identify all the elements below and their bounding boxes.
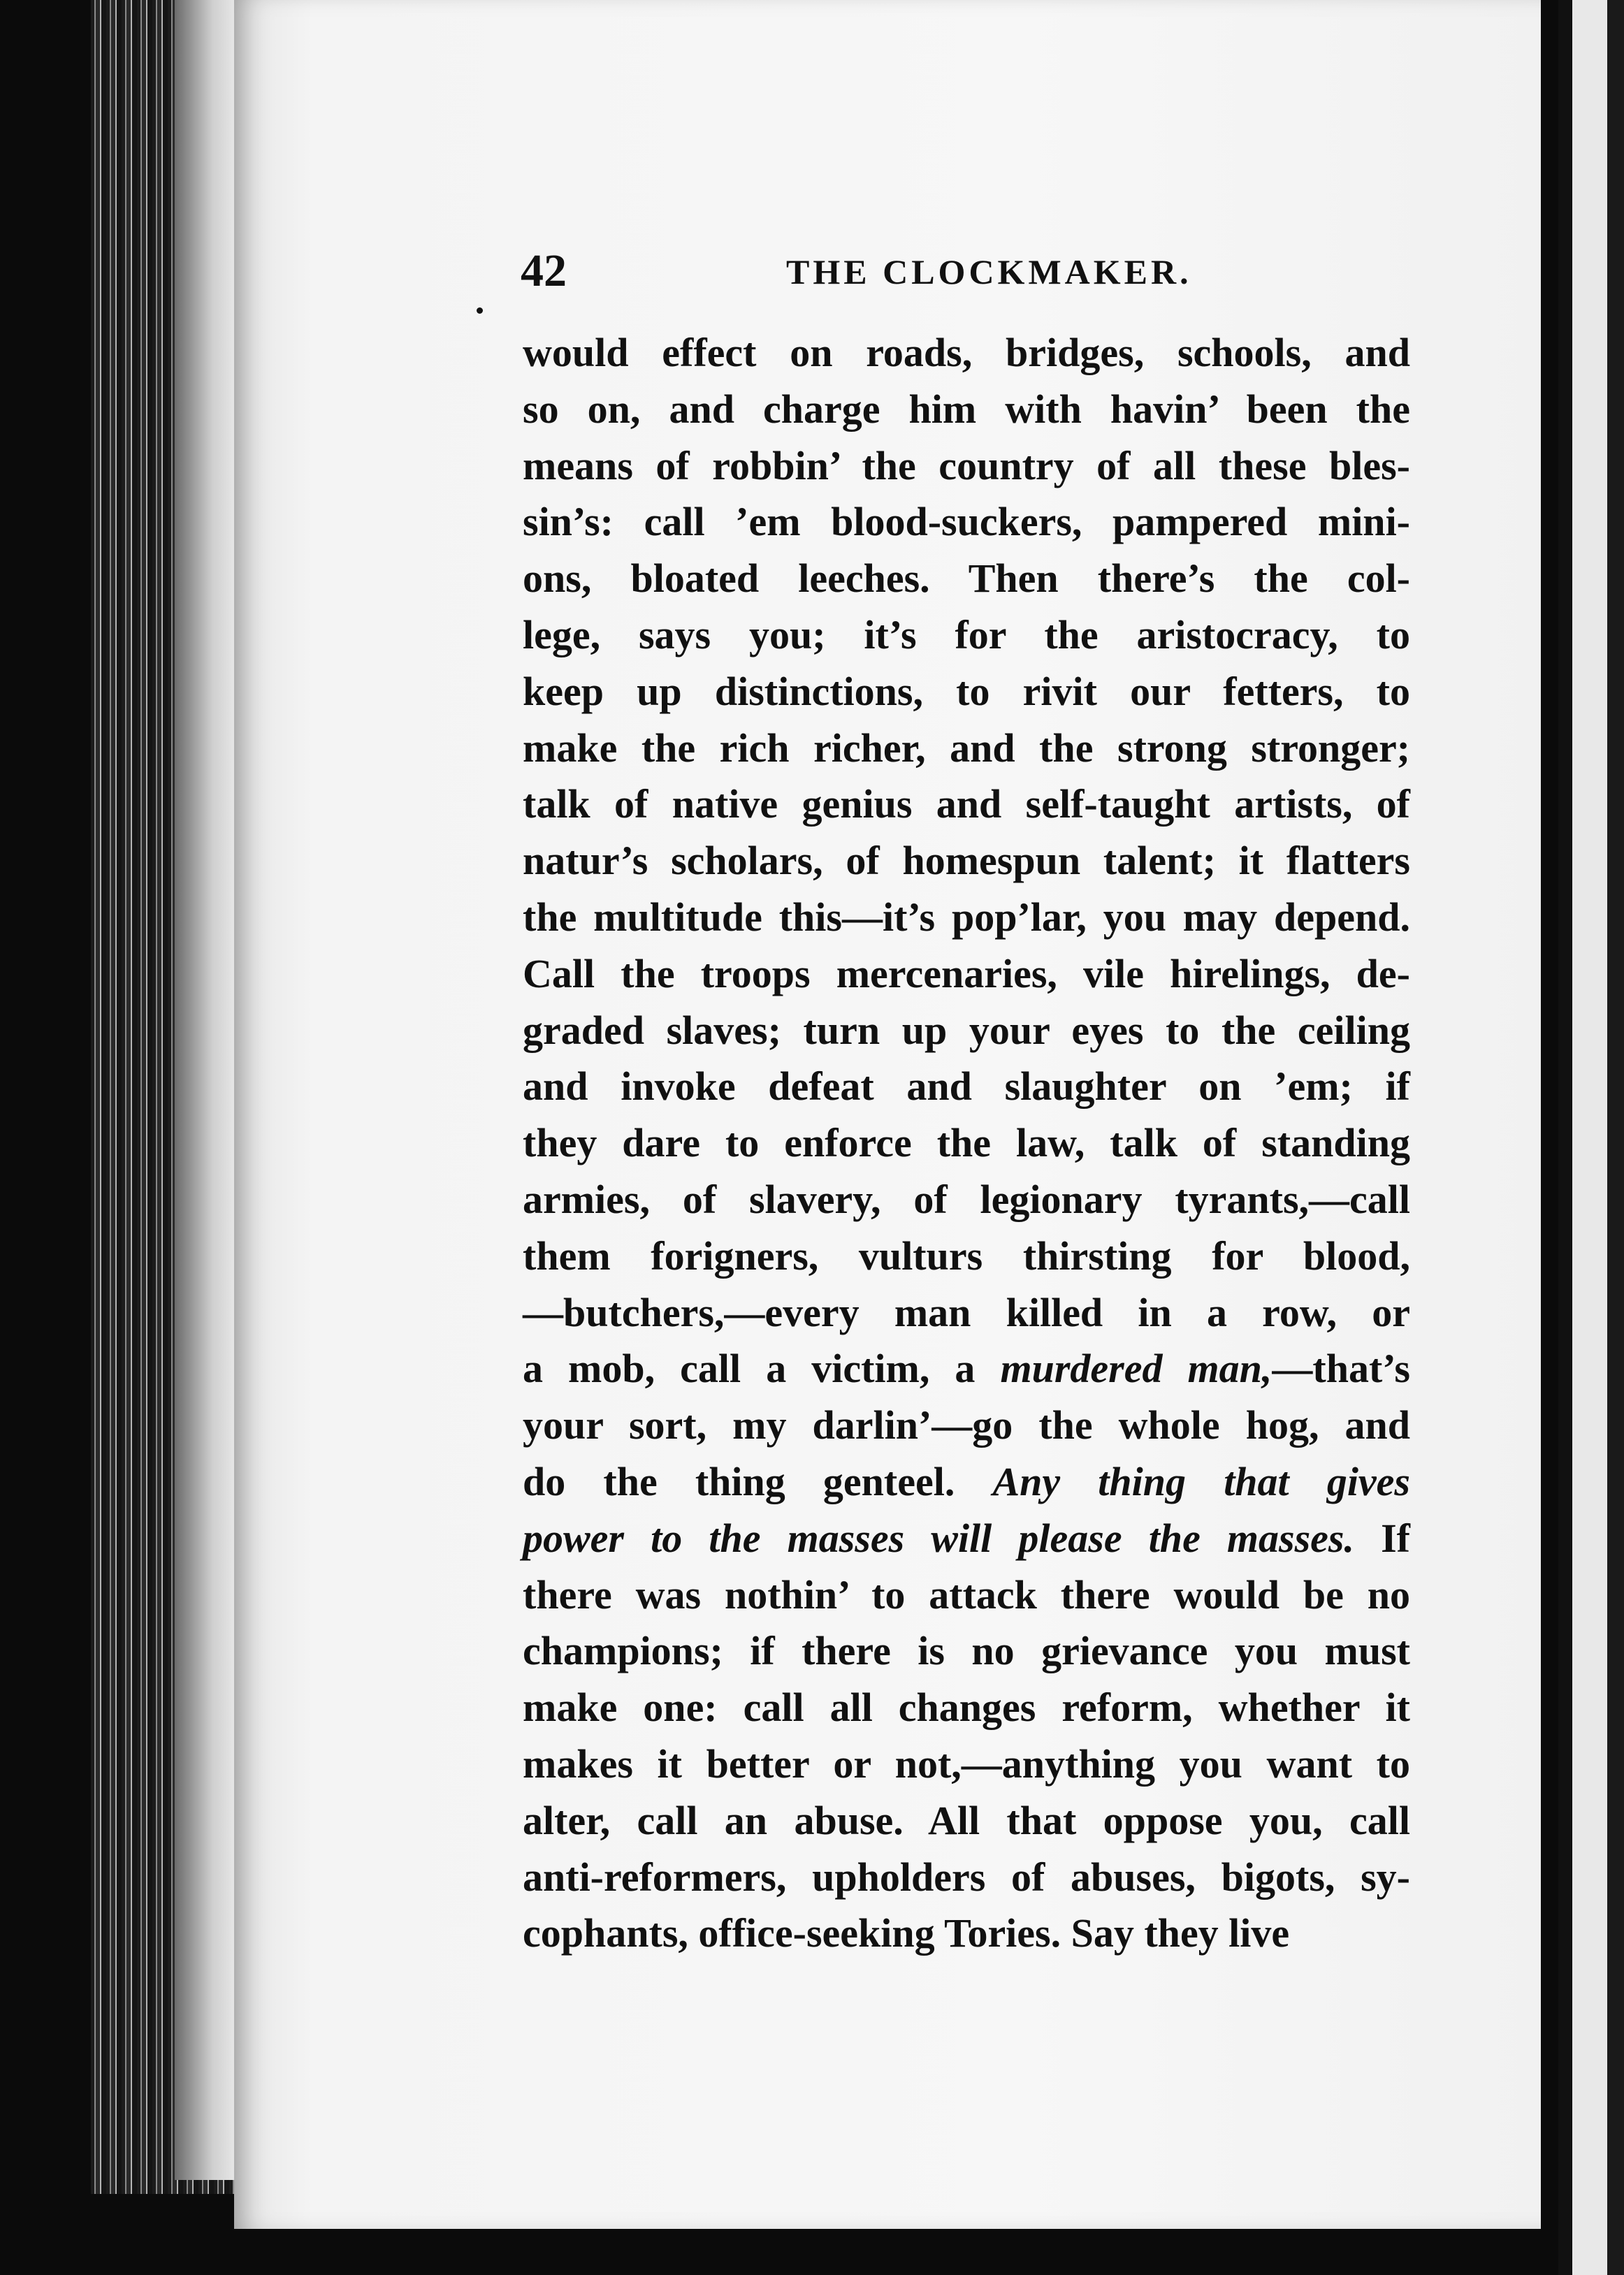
text-line xyxy=(523,1511,1410,1567)
ink-dot xyxy=(477,307,483,314)
italic-text: power to the masses will please the masses. xyxy=(523,1515,1354,1561)
text-line: sin’s: call ’em blood-suckers, pampered mini- xyxy=(523,499,1410,545)
text-line: and invoke defeat and slaughter on ’em; if xyxy=(523,1063,1410,1110)
page-edges-highlight xyxy=(175,0,238,2180)
text-line xyxy=(523,1454,1410,1511)
text-run: a mob, call a victim, a xyxy=(523,1346,1001,1392)
body-text xyxy=(523,325,1410,1962)
text-line: the multitude this—it’s pop’lar, you may depend. xyxy=(523,894,1410,940)
text-line: natur’s scholars, of homespun talent; it flatters xyxy=(523,838,1410,884)
text-line xyxy=(523,1341,1410,1397)
text-line: make one: call all changes reform, whether it xyxy=(523,1685,1410,1731)
text-line: —butchers,—every man killed in a row, or xyxy=(523,1289,1410,1335)
text-line: keep up distinctions, to rivit our fetters, to xyxy=(523,668,1410,714)
text-line: alter, call an abuse. All that oppose you, call xyxy=(523,1797,1410,1843)
text-line: champions; if there is no grievance you must xyxy=(523,1628,1410,1674)
text-line: there was nothin’ to attack there would be no xyxy=(523,1571,1410,1618)
text-line: would effect on roads, bridges, schools, and xyxy=(523,330,1410,375)
text-line: they dare to enforce the law, talk of standing xyxy=(523,1120,1410,1166)
text-line: anti-reformers, upholders of abuses, bigots, sy- xyxy=(523,1854,1410,1900)
facing-page-edge xyxy=(1558,0,1624,2275)
text-line: them forigners, vulturs thirsting for blood, xyxy=(523,1233,1410,1279)
running-title: THE CLOCKMAKER. xyxy=(786,252,1192,291)
text-line: cophants, office-seeking Tories. Say they live xyxy=(523,1910,1290,1956)
text-line: talk of native genius and self-taught artists, of xyxy=(523,781,1410,827)
text-run: —that’s xyxy=(1272,1346,1410,1392)
text-line: your sort, my darlin’—go the whole hog, and xyxy=(523,1402,1410,1448)
text-run: If xyxy=(1354,1515,1411,1561)
text-line: make the rich richer, and the strong stronger; xyxy=(523,725,1410,771)
text-line: means of robbin’ the country of all these bles- xyxy=(523,442,1410,488)
page-number: 42 xyxy=(521,245,567,296)
page-header xyxy=(521,245,1401,296)
text-line: graded slaves; turn up your eyes to the ceiling xyxy=(523,1007,1410,1053)
text-line: so on, and charge him with havin’ been the xyxy=(523,386,1410,432)
text-line: Call the troops mercenaries, vile hirelings, de- xyxy=(523,950,1410,996)
text-run: do the thing genteel. xyxy=(523,1458,993,1504)
text-line: makes it better or not,—anything you want to xyxy=(523,1740,1410,1787)
text-line: armies, of slavery, of legionary tyrants,—call xyxy=(523,1176,1410,1222)
text-line: lege, says you; it’s for the aristocracy, to xyxy=(523,611,1410,657)
text-line: ons, bloated leeches. Then there’s the col- xyxy=(523,555,1410,602)
italic-text: murdered man, xyxy=(1000,1346,1273,1392)
italic-text: Any thing that gives xyxy=(992,1458,1410,1504)
